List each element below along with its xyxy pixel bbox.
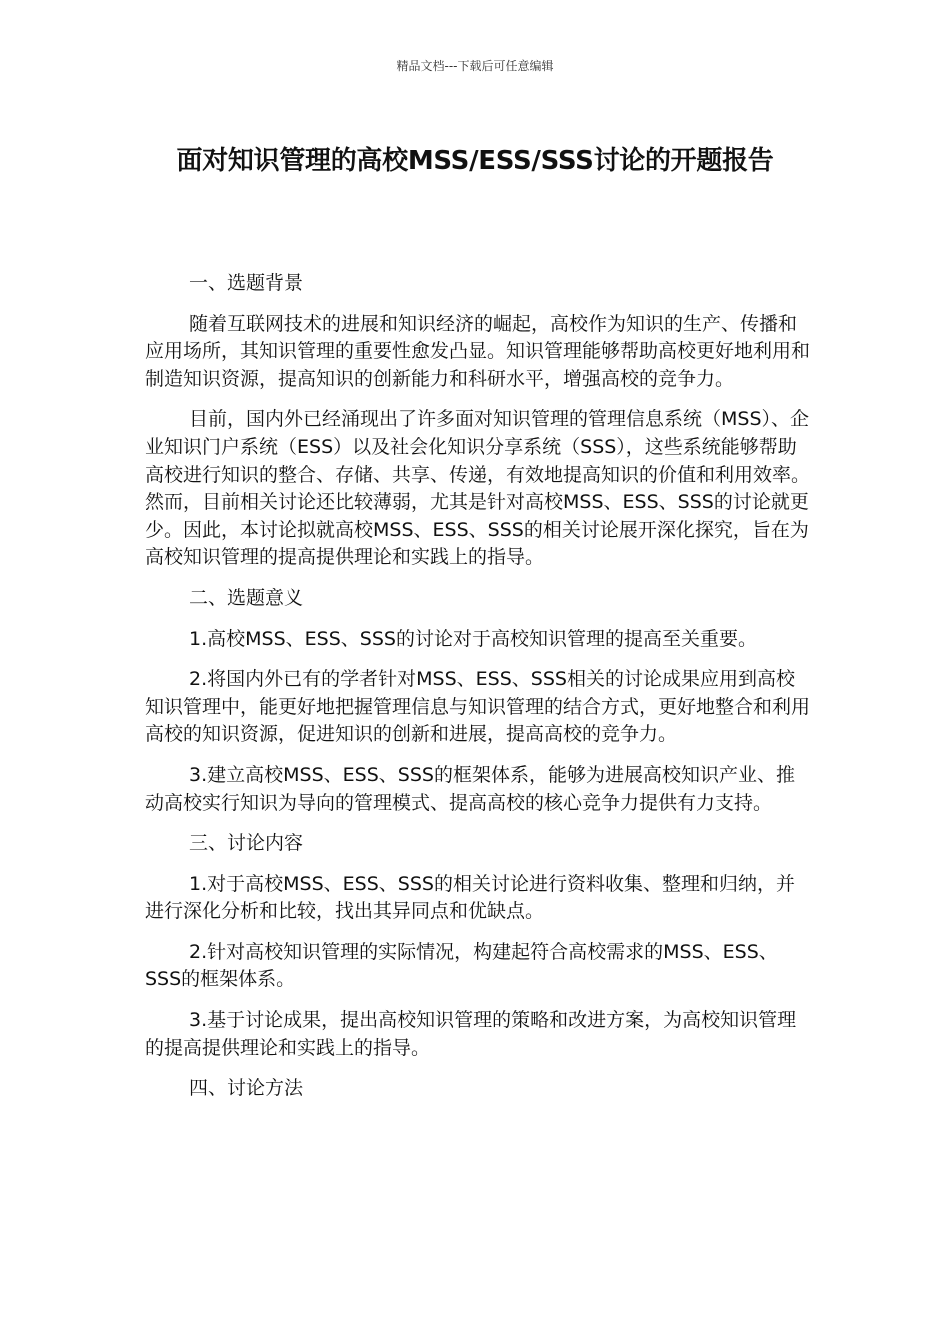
paragraph: 1.对于高校MSS、ESS、SSS的相关讨论进行资料收集、整理和归纳，并进行深化分析和比较，找出其异同点和优缺点。 [145, 872, 795, 923]
section-heading: 二、选题意义 [189, 586, 304, 609]
page-header-watermark: 精品文档---下载后可任意编辑 [396, 59, 554, 73]
document-body [145, 270, 813, 1116]
section-heading: 四、讨论方法 [189, 1077, 304, 1100]
paragraph: 3.建立高校MSS、ESS、SSS的框架体系，能够为进展高校知识产业、推动高校实行知识为导向的管理模式、提高高校的核心竞争力提供有力支持。 [145, 763, 795, 814]
paragraph: 3.基于讨论成果，提出高校知识管理的策略和改进方案，为高校知识管理的提高提供理论和实践上的指导。 [145, 1009, 797, 1059]
paragraph: 1.高校MSS、ESS、SSS的讨论对于高校知识管理的提高至关重要。 [189, 627, 757, 650]
paragraph: 随着互联网技术的进展和知识经济的崛起，高校作为知识的生产、传播和应用场所，其知识管理的重要性愈发凸显。知识管理能够帮助高校更好地利用和制造知识资源，提高知识的创新能力和科研水平，增强高校的竞争力。 [145, 312, 811, 390]
paragraph: 2.将国内外已有的学者针对MSS、ESS、SSS相关的讨论成果应用到高校知识管理中，能更好地把握管理信息与知识管理的结合方式，更好地整合和利用高校的知识资源，促进知识的创新和进展，提高高校的竞争力。 [145, 668, 811, 746]
section-heading: 三、讨论内容 [189, 832, 304, 855]
paragraph: 2.针对高校知识管理的实际情况，构建起符合高校需求的MSS、ESS、SSS的框架体系。 [145, 940, 778, 991]
document-title: 面对知识管理的高校MSS/ESS/SSS讨论的开题报告 [176, 146, 774, 176]
paragraph: 目前，国内外已经涌现出了许多面对知识管理的管理信息系统（MSS）、企业知识门户系统（ESS）以及社会化知识分享系统（SSS），这些系统能够帮助高校进行知识的整合、存储、共享、传递，有效地提高知识的价值和利用效率。然而，目前相关讨论还比较薄弱，尤其是针对高校MSS、ESS、SSS的讨论就更少。因此，本讨论拟就高校MSS、ESS、SSS的相关讨论展开深化探究，旨在为高校知识管理的提高提供理论和实践上的指导。 [145, 408, 811, 569]
section-heading: 一、选题背景 [189, 272, 304, 294]
